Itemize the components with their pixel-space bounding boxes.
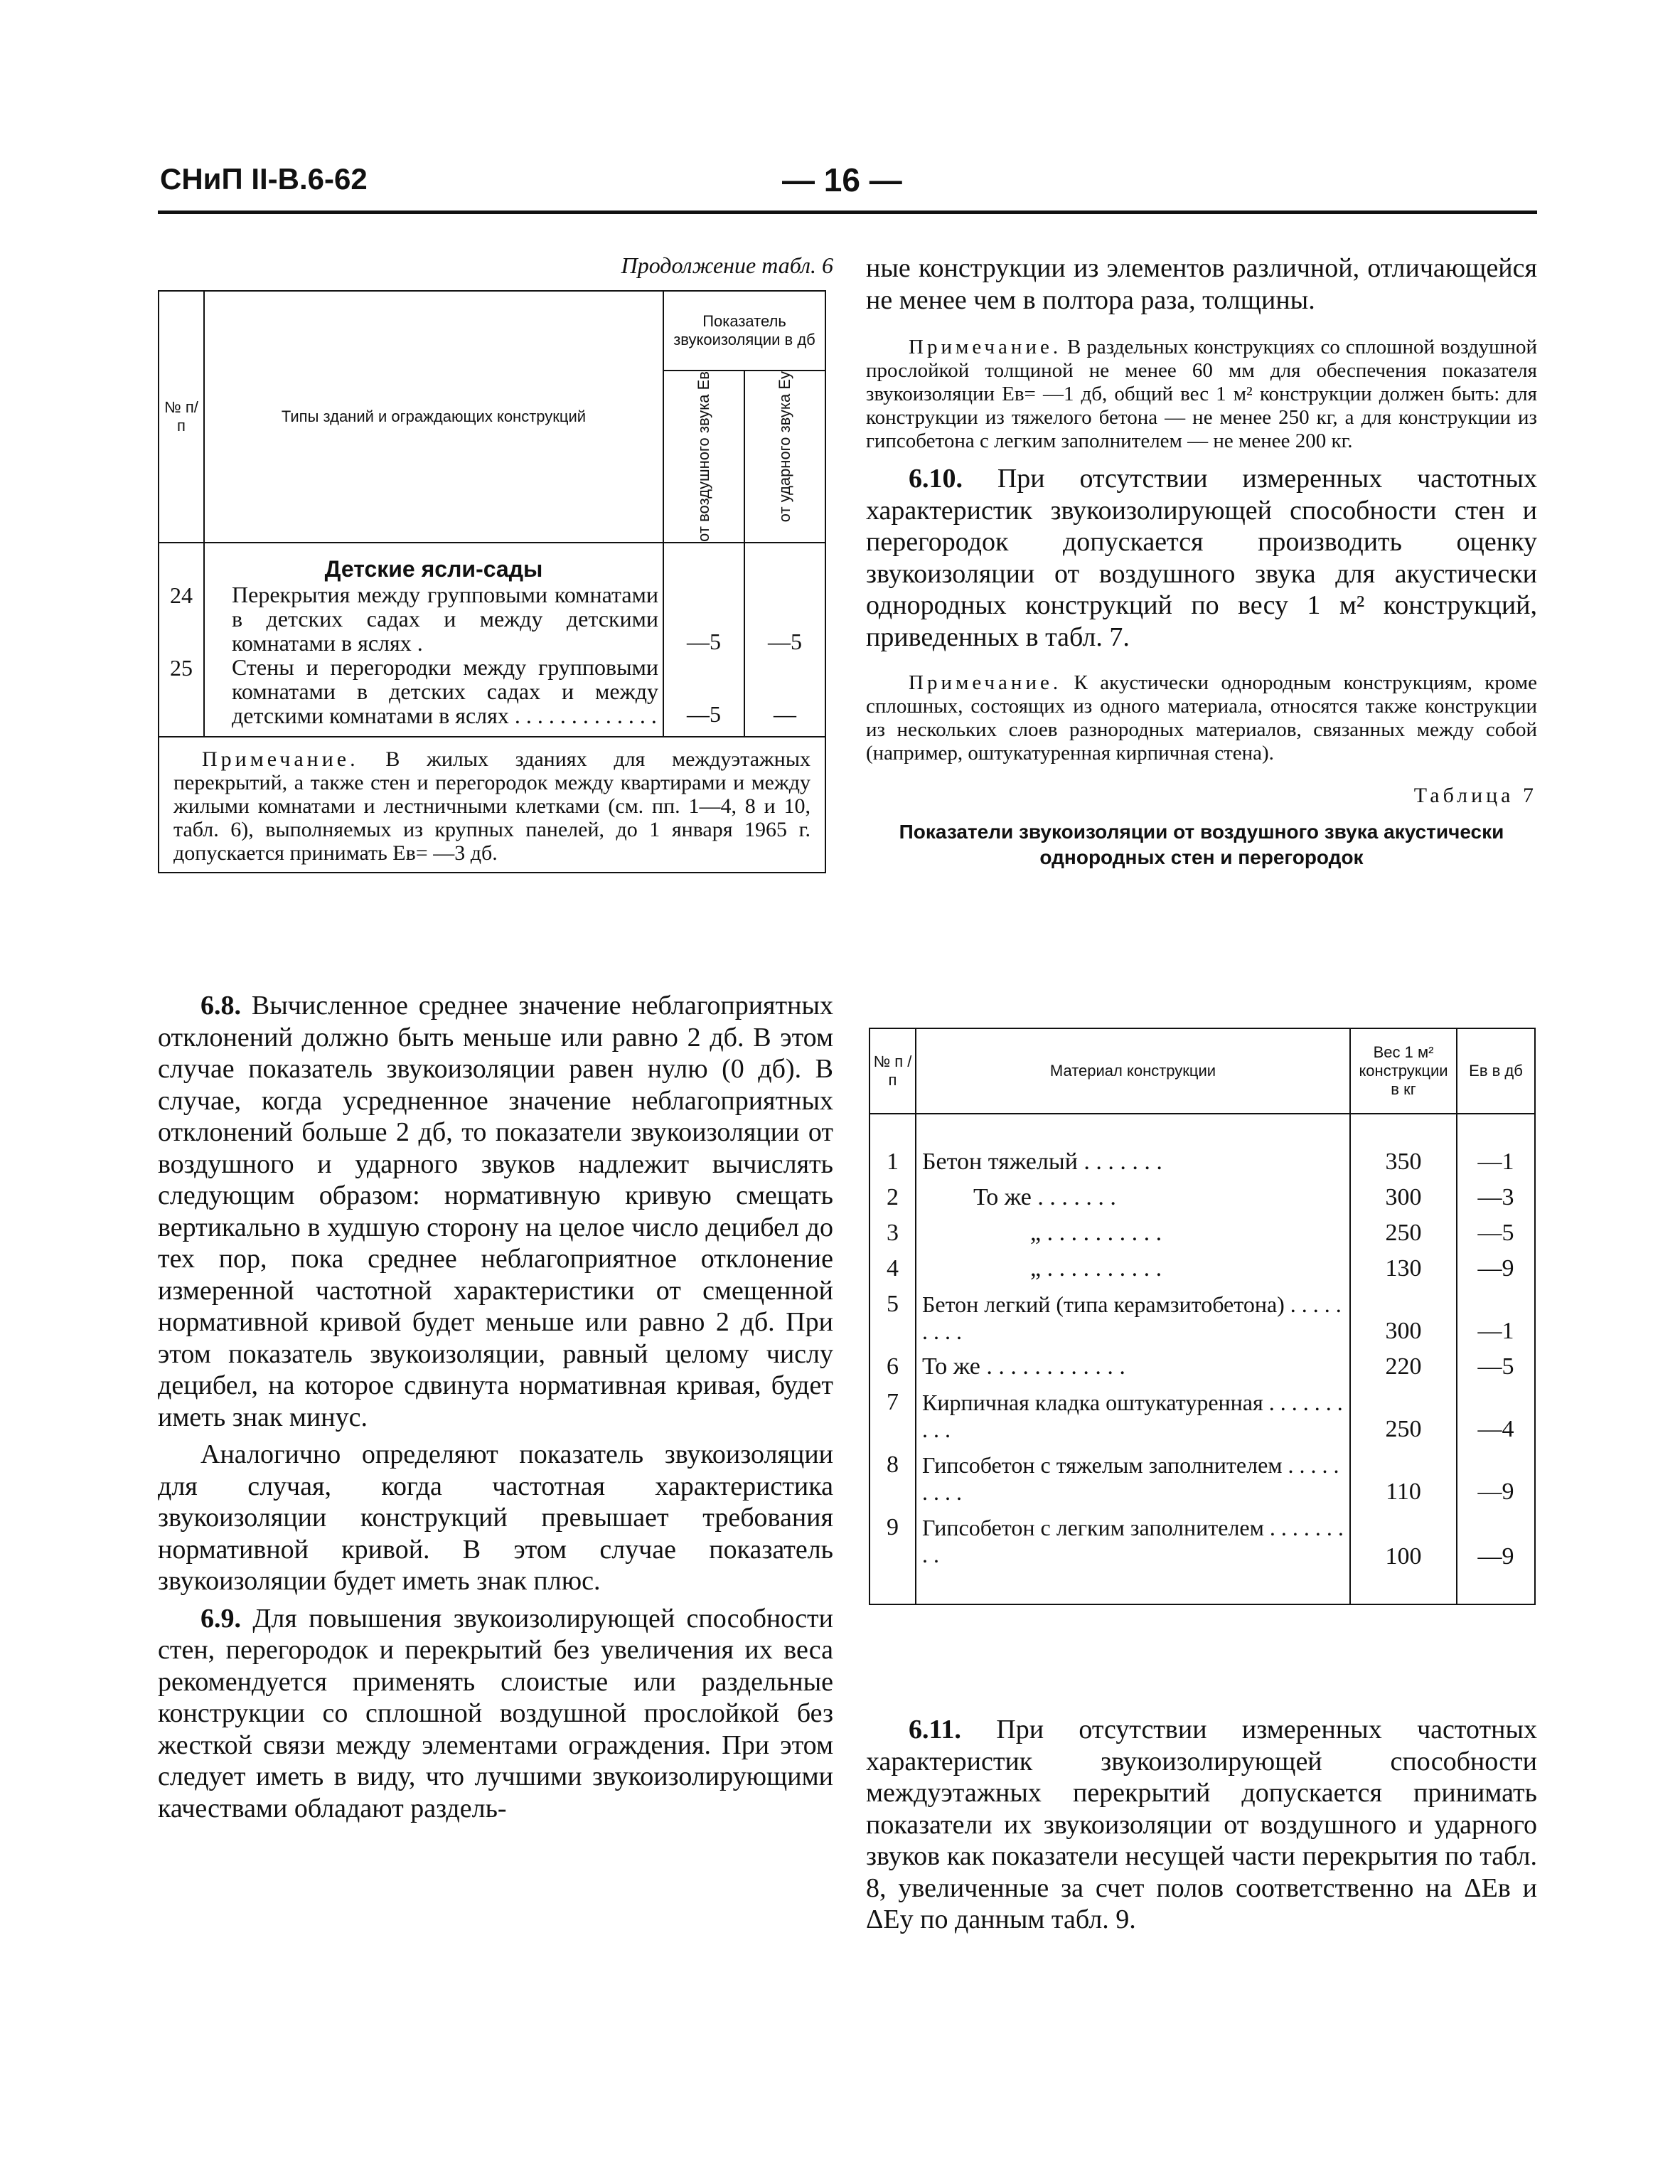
t7-header-material: Материал конструкции: [916, 1028, 1350, 1114]
t6-header-index: Показатель звукоизоляции в дб: [663, 291, 825, 371]
table-row: 3 „ . . . . . . . . . . 250 —5: [870, 1215, 1535, 1251]
table-row: 8 Гипсобетон с тяжелым заполнителем . . . . . . . . . 110 —9: [870, 1447, 1535, 1510]
right-text-top: [866, 252, 1537, 870]
table-row: 24 Перекрытия между групповыми комнатами в детских садах и между детскими комнатами в яслях . —5 —5: [159, 582, 825, 655]
document-code: СНиП II-В.6-62: [160, 162, 368, 196]
table-row: 9 Гипсобетон с легким заполнителем . . . . . . . . . 100 —9: [870, 1510, 1535, 1604]
table-7: [869, 1028, 1536, 1605]
t6-header-impact: от ударного звука Eу: [744, 371, 825, 543]
table-row: 6 То же . . . . . . . . . . . . 220 —5: [870, 1349, 1535, 1385]
t6-section-title: Детские ясли-сады: [204, 543, 663, 582]
table-row: 4 „ . . . . . . . . . . 130 —9: [870, 1251, 1535, 1287]
note-2: Примечание. К акустически однородным конструкциям, кроме сплошных, состоящих из одного материала, относятся также конструкции из нескольких слоев разнородных материалов, связанных между собой (например, оштукатуренная кирпичная стена).: [866, 671, 1538, 765]
t7-header-num: № п /п: [870, 1028, 916, 1114]
t6-header-num: № п/п: [159, 291, 204, 543]
paragraph-6-10: 6.10. При отсутствии измеренных частотных характеристик звукоизолирующей способности стен и перегородок допускается производить оценку звукоизоляции от воздушного звука для акустически однородных конструкций по весу 1 м² конструкций, приведенных в табл. 7.: [866, 464, 1537, 652]
paragraph-6-9-cont: ные конструкции из элементов различной, отличающейся не менее чем в полтора раза, толщины.: [866, 253, 1537, 315]
table7-label: Таблица 7: [1413, 784, 1537, 807]
table6-continuation: [158, 252, 833, 279]
t7-header-weight: Вес 1 м² конструкции в кг: [1350, 1028, 1457, 1114]
t6-note: Примечание. В жилых зданиях для междуэтажных перекрытий, а также стен и перегородок между квартирами и между жилыми комнатами и лестничными клетками (см. пп. 1—4, 8 и 10, табл. 6), выполняемых из крупных панелей, до 1 января 1965 г. допускается принимать Eв= —3 дб.: [159, 737, 825, 873]
table-6: [158, 290, 826, 873]
t7-header-e: Eв в дб: [1457, 1028, 1535, 1114]
page-number: — 16 —: [782, 161, 902, 198]
paragraph-6-9: 6.9. Для повышения звукоизолирующей способности стен, перегородок и перекрытий без увеличения их веса рекомендуется применять слоистые или раздельные конструкции со сплошной воздушной прослойкой без жесткой связи между элементами ограждения. При этом следует иметь в виду, что лучшими звукоизолирующими качествами обладают раздель-: [158, 1603, 833, 1823]
paragraph-6-11: 6.11. При отсутствии измеренных частотных характеристик звукоизолирующей способности междуэтажных перекрытий допускается принимать показатели их звукоизоляции от воздушного и ударного звуков как показатели несущей части перекрытия по табл. 8, увеличенные за счет полов соответственно на ΔEв и ΔEу по данным табл. 9.: [866, 1715, 1537, 1934]
t6-header-type: Типы зданий и ограждающих конструкций: [204, 291, 663, 543]
table-row: 25 Стены и перегородки между групповыми комнатами в детских садах и между детскими комнатами в яслях . . . . . . . . . . . . . —5 —: [159, 655, 825, 737]
table7-title: Показатели звукоизоляции от воздушного звука акустически однородных стен и перегородок: [899, 821, 1504, 868]
paragraph-6-8b: Аналогично определяют показатель звукоизоляции для случая, когда частотная характеристика звукоизоляции конструкций превышает требования нормативной кривой. В этом случае показатель звукоизоляции будет иметь знак плюс.: [158, 1439, 833, 1596]
paragraph-6-8: 6.8. Вычисленное среднее значение неблагоприятных отклонений должно быть меньше или равно 2 дб. В этом случае показатель звукоизоляции равен нулю (0 дб). В случае, когда усредненное значение неблагоприятных отклонений больше 2 дб, то показатели звукоизоляции от воздушного и ударного звуков надлежит вычислять следующим образом: нормативную кривую смещать вертикально в худшую сторону на целое число децибел до тех пор, пока среднее неблагоприятное отклонение измеренной частотной характеристики от смещенной нормативной кривой будет меньше или равно 2 дб. При этом показатель звукоизоляции, равный целому числу децибел, на которое сдвинута нормативная кривая, будет иметь знак минус.: [158, 991, 834, 1432]
table-row: 1 Бетон тяжелый . . . . . . . 350 —1: [870, 1144, 1535, 1180]
t6-header-air: от воздушного звука Eв: [663, 371, 744, 543]
table-row: 2 То же . . . . . . . 300 —3: [870, 1180, 1535, 1215]
continuation-label: Продолжение табл. 6: [621, 252, 833, 278]
table-row: 7 Кирпичная кладка оштукатуренная . . . . . . . . . . 250 —4: [870, 1385, 1535, 1447]
note-1: Примечание. В раздельных конструкциях со сплошной воздушной прослойкой толщиной не менее 60 мм для обеспечения показателя звукоизоляции Eв= —1 дб, общий вес 1 м² конструкции должен быть: для конструкции из тяжелого бетона — не менее 250 кг, а для конструкции из гипсобетона с легким заполнителем — не менее 200 кг.: [866, 336, 1538, 452]
header-rule: [158, 211, 1537, 214]
table-row: 5 Бетон легкий (типа керамзитобетона) . . . . . . . . . 300 —1: [870, 1287, 1535, 1349]
right-text-bottom: [866, 1714, 1537, 1936]
left-text: [158, 990, 833, 1824]
